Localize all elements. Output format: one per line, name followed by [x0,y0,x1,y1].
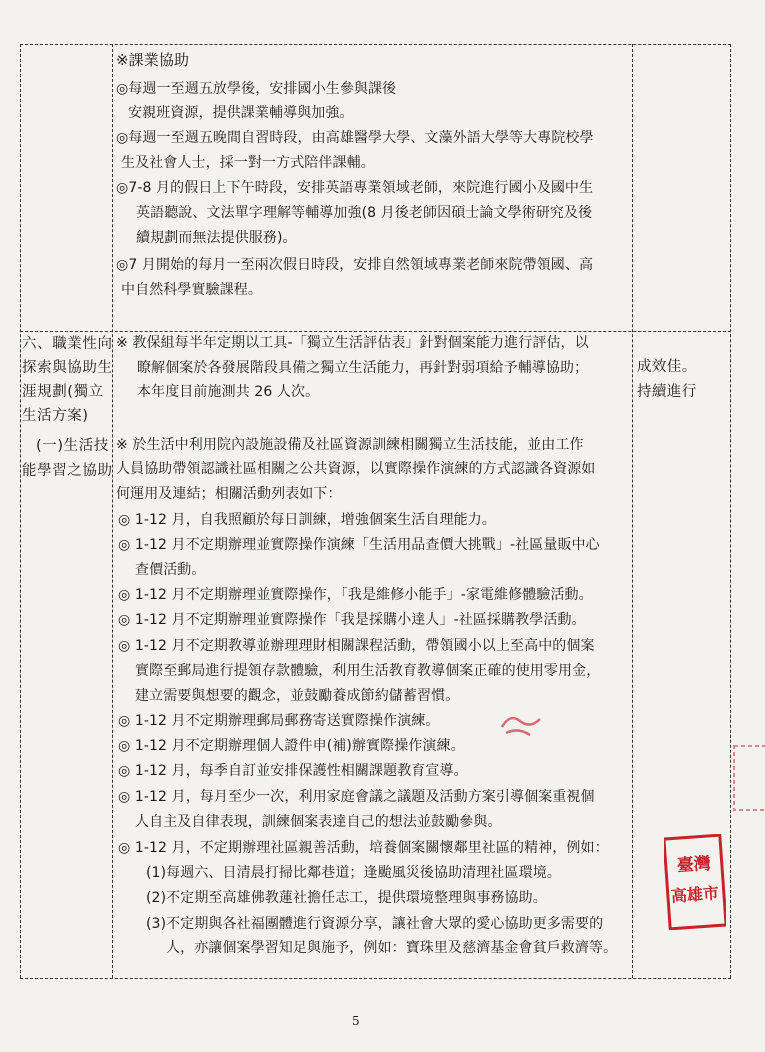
sub-item: (1)每週六、日清晨打掃比鄰巷道；逢颱風災後協助清理社區環境。 [146,865,561,881]
list-item: ◎ 1-12 月不定期辦理並實際操作「我是採購小達人」-社區採購教學活動。 [118,612,586,628]
result-text: 成效佳。 [637,359,697,375]
item-title-line: 生活方案) [22,408,89,424]
text-line: 瞭解個案於各發展階段具備之獨立生活能力，再針對弱項給予輔導協助； [137,360,589,376]
table-right-border [730,44,731,978]
item-subtitle-line: 能學習之協助 [22,463,113,479]
ink-smudge [496,707,546,741]
table-top-border [20,44,731,45]
list-item-continued: 實際至郵局進行提領存款體驗，利用生活教育教導個案正確的使用零用金， [135,663,601,679]
list-item: ◎ 1-12 月不定期教導並辦理理財相關課程活動，帶領國小以上至高中的個案 [118,638,595,654]
text-line: ◎7 月開始的每月一至兩次假日時段，安排自然領域專業老師來院帶領國、高 [116,257,594,273]
sub-item-continued: 人，亦讓個案學習知足與施予，例如：寶珠里及慈濟基金會貧戶救濟等。 [166,940,618,956]
stamp-text: 高雄市 [670,883,720,906]
text-line: 中自然科學實驗課程。 [121,282,262,298]
list-item: ◎ 1-12 月不定期辦理並實際操作，「我是維修小能手」-家電維修體驗活動。 [118,587,593,603]
col-divider-2 [632,44,633,978]
red-seal-stamp [664,834,726,930]
stamp-text: 臺灣 [676,853,712,877]
text-line: ※ 於生活中利用院內設施設備及社區資源訓練相關獨立生活技能，並由工作 [116,437,584,453]
text-line: 何運用及連結；相關活動列表如下： [116,486,342,502]
row-divider [20,331,731,332]
item-subtitle-line: (一)生活技 [36,438,109,454]
result-text: 持續進行 [637,384,697,400]
text-line: 人員協助帶領認識社區相關之公共資源，以實際操作演練的方式認識各資源如 [116,461,596,477]
sub-item: (3)不定期與各社福團體進行資源分享，讓社會大眾的愛心協助更多需要的 [146,916,604,932]
list-item-continued: 查價活動。 [135,562,206,578]
list-item-continued: 建立需要與想要的觀念，並鼓勵養成節約儲蓄習慣。 [135,688,460,704]
text-line: 生及社會人士，採一對一方式陪伴課輔。 [121,155,375,171]
item-title-line: 探索與協助生 [22,360,113,376]
text-line: 續規劃而無法提供服務)。 [136,230,297,246]
item-title-line: 涯規劃(獨立 [22,384,104,400]
list-item: ◎ 1-12 月，自我照顧於每日訓練，增強個案生活自理能力。 [118,512,496,528]
text-line: ◎每週一至週五晚間自習時段，由高雄醫學大學、文藻外語大學等大專院校學 [116,130,594,146]
faded-seal-stamp [730,742,765,814]
text-line: ◎每週一至週五放學後，安排國小生參與課後 [116,81,397,97]
text-line: 本年度目前施測共 26 人次。 [137,384,320,400]
text-line: 安親班資源，提供課業輔導與加強。 [128,105,354,121]
list-item: ◎ 1-12 月，每月至少一次，利用家庭會議之議題及活動方案引導個案重視個 [118,789,595,805]
text-line: ◎7-8 月的假日上下午時段，安排英語專業領域老師，來院進行國小及國中生 [116,180,594,196]
list-item: ◎ 1-12 月不定期辦理並實際操作演練「生活用品查價大挑戰」-社區量販中心 [118,537,600,553]
col-divider-1 [112,44,113,978]
text-line: ※ 教保組每半年定期以工具-「獨立生活評估表」針對個案能力進行評估，以 [116,335,589,351]
text-line: 英語聽說、文法單字理解等輔導加強(8 月後老師因碩士論文學術研究及後 [136,205,593,221]
list-item-continued: 人自主及自律表現，訓練個案表達自己的想法並鼓勵參與。 [135,814,502,830]
list-item: ◎ 1-12 月不定期辦理郵局郵務寄送實際操作演練。 [118,713,440,729]
table-left-border [20,44,21,978]
sub-item: (2)不定期至高雄佛教蓮社擔任志工，提供環境整理與事務協助。 [146,890,547,906]
section-heading: ※課業協助 [116,51,190,69]
list-item: ◎ 1-12 月，每季自訂並安排保護性相關課題教育宣導。 [118,763,468,779]
list-item: ◎ 1-12 月，不定期辦理社區親善活動，培養個案關懷鄰里社區的精神，例如： [118,840,609,856]
table-bottom-border [20,978,731,979]
item-title-line: 六、職業性向 [22,336,113,352]
page-number: 5 [352,1014,360,1028]
list-item: ◎ 1-12 月不定期辦理個人證件申(補)辦實際操作演練。 [118,738,465,754]
